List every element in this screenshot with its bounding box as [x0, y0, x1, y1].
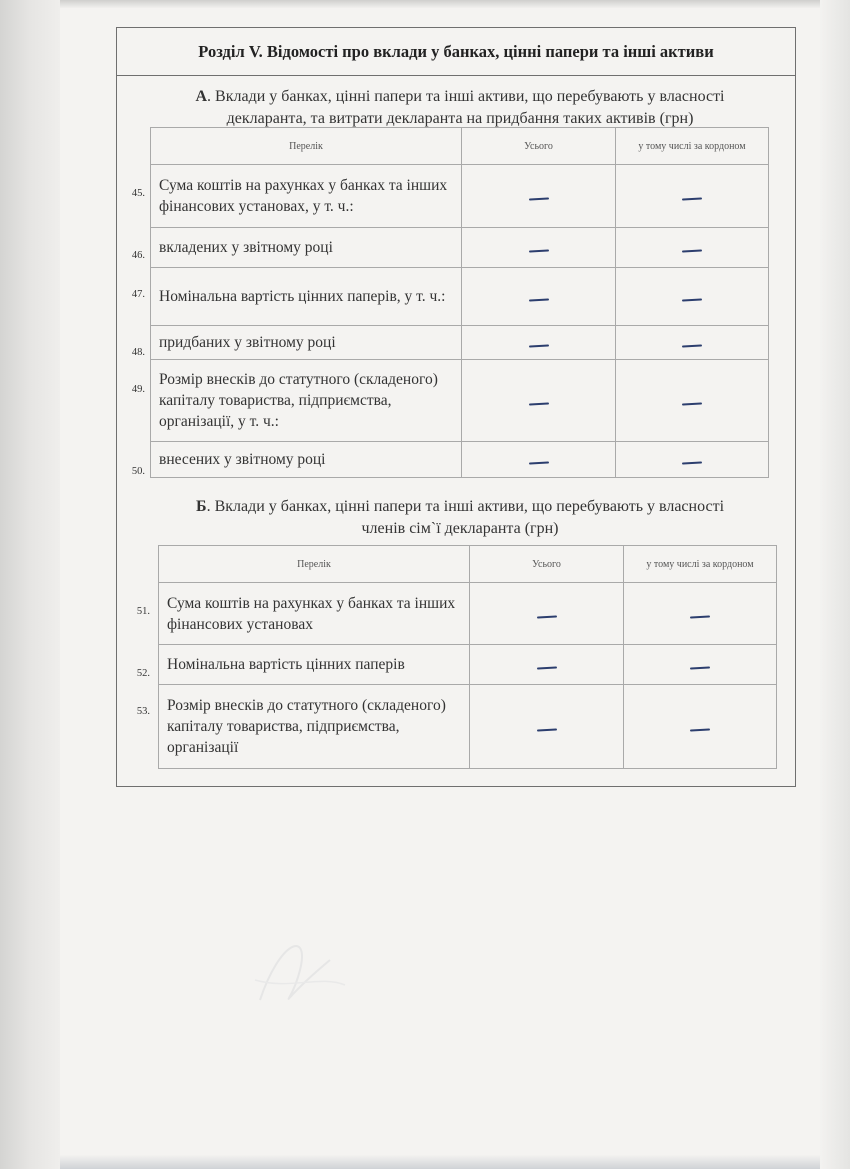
row-number: 48. — [131, 347, 145, 358]
table-row — [151, 228, 769, 268]
row-abroad — [616, 442, 769, 478]
dash-mark — [528, 461, 548, 464]
row-label: Номінальна вартість цінних паперів — [159, 645, 470, 685]
dash-mark — [536, 666, 556, 669]
table-row — [159, 645, 777, 685]
col-header-abroad: у тому числі за кордоном — [624, 546, 777, 583]
row-label: Сума коштів на рахунках у банках та інших фінансових установах, у т. ч.: — [151, 165, 462, 228]
table-row — [151, 326, 769, 360]
dash-mark — [536, 728, 556, 731]
row-abroad — [616, 326, 769, 360]
row-total — [462, 268, 616, 326]
col-header-abroad: у тому числі за кордоном — [616, 128, 769, 165]
row-number: 51. — [136, 606, 150, 617]
part-b-heading — [130, 496, 790, 540]
row-total — [470, 583, 624, 645]
col-header-total: Усього — [470, 546, 624, 583]
row-total — [470, 685, 624, 769]
row-abroad — [616, 360, 769, 442]
table-row — [151, 268, 769, 326]
dash-mark — [528, 197, 548, 200]
part-b-heading-line1 — [130, 496, 790, 518]
row-total — [462, 326, 616, 360]
col-header-list: Перелік — [151, 128, 462, 165]
row-label: внесених у звітному році — [151, 442, 462, 478]
row-number: 49. — [131, 384, 145, 395]
part-a-letter: А — [195, 88, 208, 105]
dash-mark — [682, 344, 702, 347]
row-total — [462, 165, 616, 228]
dash-mark — [690, 615, 710, 618]
table-row — [151, 360, 769, 442]
table-row — [159, 583, 777, 645]
dash-mark — [536, 615, 556, 618]
row-abroad — [616, 165, 769, 228]
row-total — [462, 442, 616, 478]
part-b-heading-line2: членів сім`ї декларанта (грн) — [361, 520, 559, 537]
section-title: Розділ V. Відомості про вклади у банках, цінні папери та інші активи — [117, 28, 795, 76]
part-a-heading — [130, 86, 790, 130]
row-label: вкладених у звітному році — [151, 228, 462, 268]
row-total — [462, 360, 616, 442]
row-abroad — [624, 685, 777, 769]
dash-mark — [682, 249, 702, 252]
table-row — [151, 165, 769, 228]
col-header-total: Усього — [462, 128, 616, 165]
dash-mark — [528, 298, 548, 301]
table-row — [151, 442, 769, 478]
dash-mark — [528, 249, 548, 252]
row-abroad — [616, 268, 769, 326]
part-b-header-row — [159, 546, 777, 583]
row-number: 45. — [131, 188, 145, 199]
row-label: придбаних у звітному році — [151, 326, 462, 360]
row-label: Розмір внесків до статутного (складеного) капіталу товариства, підприємства, організації, у т. ч.: — [151, 360, 462, 442]
part-a-heading-text1: . Вклади у банках, цінні папери та інші активи, що перебувають у власності — [207, 88, 725, 105]
dash-mark — [528, 344, 548, 347]
dash-mark — [682, 461, 702, 464]
part-a-table — [150, 127, 769, 478]
table-row — [159, 685, 777, 769]
dash-mark — [682, 402, 702, 405]
row-abroad — [616, 228, 769, 268]
scan-top-edge — [0, 0, 850, 8]
row-total — [470, 645, 624, 685]
row-label: Номінальна вартість цінних паперів, у т. ч.: — [151, 268, 462, 326]
row-label: Розмір внесків до статутного (складеного) капіталу товариства, підприємства, організації — [159, 685, 470, 769]
part-a-heading-line1 — [130, 86, 790, 108]
dash-mark — [690, 728, 710, 731]
dash-mark — [528, 402, 548, 405]
part-b-table — [158, 545, 777, 769]
row-number: 50. — [131, 466, 145, 477]
col-header-list: Перелік — [159, 546, 470, 583]
part-a-header-row — [151, 128, 769, 165]
part-a-heading-line2: декларанта, та витрати декларанта на придбання таких активів (грн) — [226, 110, 694, 127]
row-abroad — [624, 645, 777, 685]
bleed-through-signature — [240, 920, 360, 1020]
row-number: 52. — [136, 668, 150, 679]
scan-left-edge — [0, 0, 60, 1169]
dash-mark — [682, 197, 702, 200]
row-label: Сума коштів на рахунках у банках та інших фінансових установах — [159, 583, 470, 645]
row-number: 53. — [136, 706, 150, 717]
dash-mark — [690, 666, 710, 669]
row-abroad — [624, 583, 777, 645]
scan-bottom-edge — [60, 1155, 820, 1169]
dash-mark — [682, 298, 702, 301]
scan-right-edge — [820, 0, 850, 1169]
part-b-letter: Б — [195, 498, 207, 515]
row-total — [462, 228, 616, 268]
part-b-heading-text1: . Вклади у банках, цінні папери та інші активи, що перебувають у власності — [206, 498, 725, 515]
row-number: 46. — [131, 250, 145, 261]
row-number: 47. — [131, 289, 145, 300]
